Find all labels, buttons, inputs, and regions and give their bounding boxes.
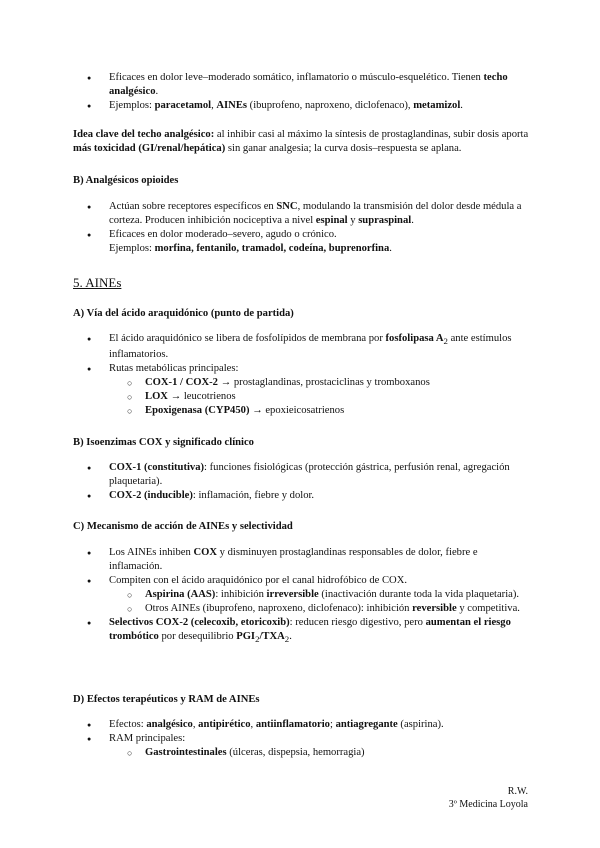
effects-heading: D) Efectos terapéuticos y RAM de AINEs xyxy=(73,694,260,705)
list-item: ● COX-1 (constitutiva): funciones fisiológicas (protección gástrica, perfusión renal, agregación plaquetaria). xyxy=(73,461,533,489)
list-item: ● Ejemplos: paracetamol, AINEs (ibuprofeno, naproxeno, diclofenaco), metamizol. xyxy=(73,99,533,113)
list-item: ● Efectos: analgésico, antipirético, antiinflamatorio; antiagregante (aspirina). xyxy=(73,718,533,732)
list-item: ● Los AINEs inhiben COX y disminuyen prostaglandinas responsables de dolor, fiebre e inflamación. xyxy=(73,546,533,574)
sub-list-item: ○ LOX → leucotrienos xyxy=(73,390,533,404)
top-list-block xyxy=(73,71,533,113)
footer-initials: R.W. xyxy=(507,786,528,797)
list-item: ● RAM principales: xyxy=(73,732,533,746)
list-item: ● Eficaces en dolor moderado–severo, agudo o crónico. Ejemplos: morfina, fentanilo, tramadol, codeína, buprenorfina. xyxy=(73,228,533,256)
footer-course: 3º Medicina Loyola xyxy=(448,799,528,810)
mechanism-heading: C) Mecanismo de acción de AINEs y selectividad xyxy=(73,521,293,532)
sub-list-item: ○ Otros AINEs (ibuprofeno, naproxeno, diclofenaco): inhibición reversible y competitiva. xyxy=(73,602,533,616)
opioids-heading: B) Analgésicos opioides xyxy=(73,175,179,186)
isoenzymes-list-block xyxy=(73,461,533,503)
list-item: ● Selectivos COX-2 (celecoxib, etoricoxib): reducen riesgo digestivo, pero aumentan el riesgo trombótico por desequilibrio $PGI_2/TXA_2$. xyxy=(73,616,533,646)
list-item: ● Compiten con el ácido araquidónico por el canal hidrofóbico de COX. xyxy=(73,574,533,588)
list-item: ● El ácido araquidónico se libera de fosfolípidos de membrana por fosfolipasa $A_2$ ante estímulos inflamatorios. xyxy=(73,332,533,362)
key-idea-paragraph: Idea clave del techo analgésico: al inhibir casi al máximo la síntesis de prostaglandinas, subir dosis aporta más toxicidad (GI/renal/hepática) sin ganar analgesia; la curva dosis–respuesta se aplana. xyxy=(73,129,529,154)
page-footer xyxy=(449,785,528,811)
isoenzymes-heading: B) Isoenzimas COX y significado clínico xyxy=(73,437,254,448)
sub-list-item: ○ Gastrointestinales (úlceras, dispepsia, hemorragia) xyxy=(73,746,533,760)
section-title: 5. AINEs xyxy=(73,275,122,290)
mechanism-list-block xyxy=(73,546,533,646)
list-item: ● Actúan sobre receptores específicos en SNC, modulando la transmisión del dolor desde médula a corteza. Producen inhibición nociceptiva a nivel espinal y supraspinal. xyxy=(73,200,533,228)
list-item: ● Eficaces en dolor leve–moderado somático, inflamatorio o músculo-esquelético. Tienen techo analgésico. xyxy=(73,71,533,99)
sub-list-item: ○ COX-1 / COX-2 → prostaglandinas, prostaciclinas y tromboxanos xyxy=(73,376,533,390)
effects-list-block xyxy=(73,718,533,760)
sub-list-item: ○ Aspirina (AAS): inhibición irreversible (inactivación durante toda la vida plaquetaria). xyxy=(73,588,533,602)
list-item: ● Rutas metabólicas principales: xyxy=(73,362,533,376)
sub-list-item: ○ Epoxigenasa (CYP450) → epoxieicosatrienos xyxy=(73,404,533,418)
arachidonic-list-block xyxy=(73,332,533,418)
opioids-list-block xyxy=(73,200,533,256)
arachidonic-heading: A) Vía del ácido araquidónico (punto de partida) xyxy=(73,308,294,319)
list-item: ● COX-2 (inducible): inflamación, fiebre y dolor. xyxy=(73,489,533,503)
